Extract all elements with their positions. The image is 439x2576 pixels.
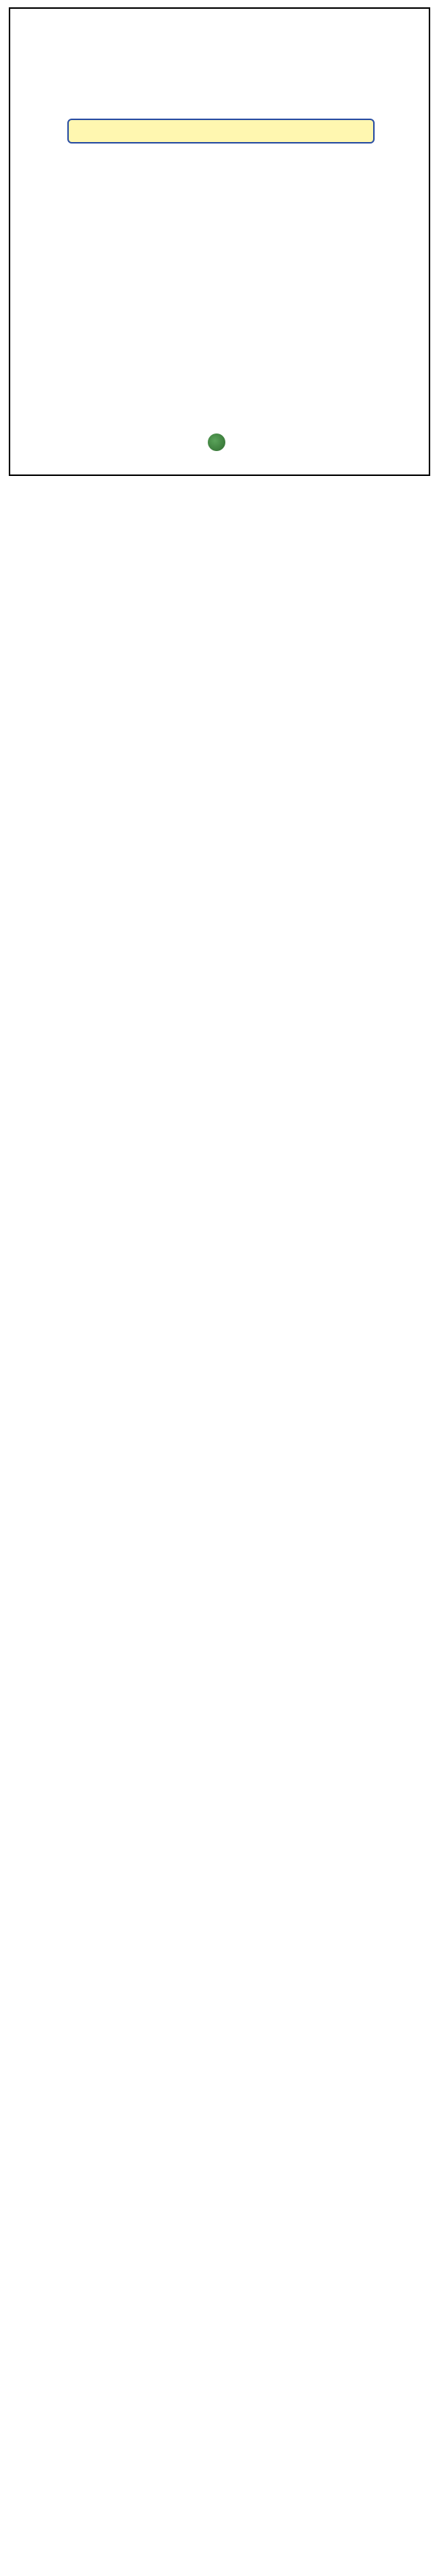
logo: [10, 433, 429, 451]
cover-title: [67, 119, 375, 144]
cover-box: [9, 7, 430, 476]
logo-icon: [208, 433, 225, 451]
